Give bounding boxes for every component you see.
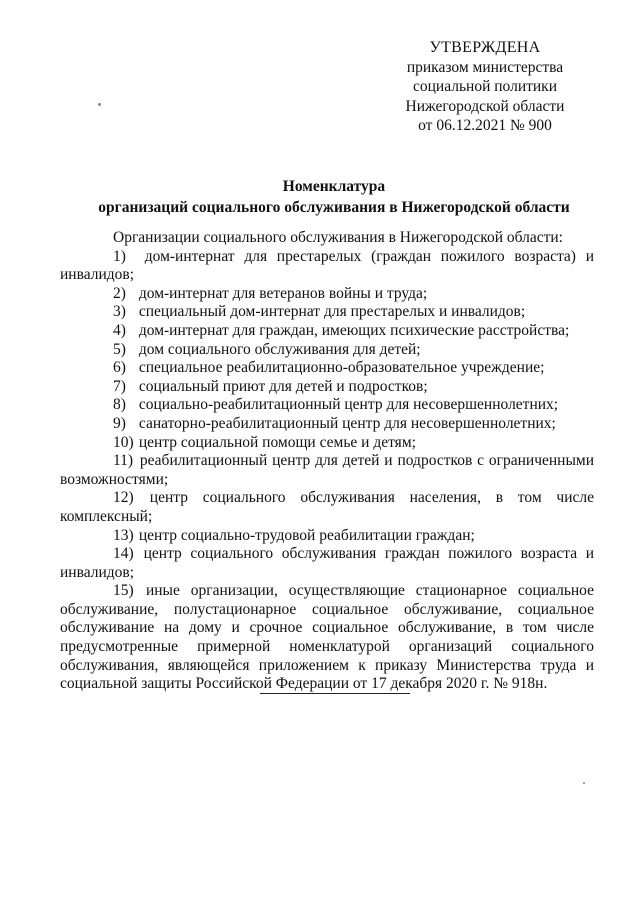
list-item-number: 7) [113, 377, 126, 395]
list-item-text: дом-интернат для граждан, имеющих психические расстройства; [138, 321, 570, 339]
approval-block [380, 38, 590, 136]
list-item [60, 452, 594, 489]
list-item-text: дом социального обслуживания для детей; [138, 340, 421, 358]
list-item-text: социально-реабилитационный центр для несовершеннолетних; [138, 396, 559, 414]
list-item-number: 12) [113, 489, 134, 507]
list-item-number: 9) [113, 414, 126, 432]
list-item-number: 1) [113, 247, 126, 265]
list-item-text: иные организации, осуществляющие стационарное социальное обслуживание, полустационарное социальное обслуживание, социальное обслуживание на дому и срочное социальное обслуживание, в том числе предусмотренные примерной номенклатурой организаций социального обслуживания, являющейся приложением к приказу Министерства труда и социальной защиты Российской Федерации от 17 декабря 2020 г. № 918н. [60, 582, 594, 693]
list-item-text: специальное реабилитационно-образовательное учреждение; [138, 359, 545, 377]
list-item [60, 359, 594, 378]
list-item-number: 11) [113, 452, 134, 470]
list-item-text: социальный приют для детей и подростков; [138, 377, 428, 395]
list-item-number: 6) [113, 359, 126, 377]
list-item [60, 341, 594, 360]
document-body [60, 229, 594, 694]
list-item-number: 10) [113, 433, 134, 451]
list-item-number: 3) [113, 303, 126, 321]
list-item-text: дом-интернат для ветеранов войны и труда; [138, 284, 428, 302]
list-item-number: 5) [113, 340, 126, 358]
list-item-text: санаторно-реабилитационный центр для несовершеннолетних; [138, 414, 556, 432]
list-item-text: дом-интернат для престарелых (граждан пожилого возраста) и инвалидов; [60, 247, 594, 284]
list-item [60, 582, 594, 694]
approval-line: Нижегородской области [405, 97, 565, 115]
list-item-text: центр социального обслуживания граждан пожилого возраста и инвалидов; [60, 545, 594, 581]
list-item-number: 2) [113, 284, 126, 302]
list-item-number: 4) [113, 321, 126, 339]
closing-divider-line [260, 693, 410, 694]
list-item [60, 285, 594, 304]
approval-date-line: от 06.12.2021 № 900 [418, 117, 552, 134]
approval-line: приказом министерства [406, 58, 564, 76]
intro-paragraph: Организации социального обслуживания в Нижегородской области: [113, 229, 563, 246]
list-item [60, 248, 594, 285]
approval-stamp: УТВЕРЖДЕНА [429, 39, 541, 56]
list-item [60, 378, 594, 397]
title-line-1: Номенклатура [282, 178, 386, 195]
list-item-text: центр социально-трудовой реабилитации граждан; [138, 526, 475, 544]
list-item [60, 527, 594, 546]
document-title [60, 176, 608, 218]
list-item-number: 15) [113, 582, 134, 600]
list-item [60, 489, 594, 526]
list-item-text: центр социального обслуживания населения, в том числе комплексный; [60, 489, 594, 525]
scan-speck [98, 103, 101, 106]
approval-line: социальной политики [412, 78, 558, 95]
list-item-text: специальный дом-интернат для престарелых и инвалидов; [138, 303, 526, 321]
list-item [60, 322, 594, 341]
list-item [60, 434, 594, 453]
list-item [60, 415, 594, 434]
list-item-number: 8) [113, 396, 126, 414]
list-item [60, 545, 594, 582]
list-item-number: 14) [113, 545, 134, 563]
list-item [60, 303, 594, 322]
list-item [60, 396, 594, 415]
scan-speck [583, 782, 585, 784]
title-line-2: организаций социального обслуживания в Нижегородской области [98, 199, 570, 216]
list-item-number: 13) [113, 526, 134, 544]
list-item-text: реабилитационный центр для детей и подростков с ограниченными возможностями; [60, 452, 594, 488]
list-item-text: центр социальной помощи семье и детям; [138, 433, 416, 451]
